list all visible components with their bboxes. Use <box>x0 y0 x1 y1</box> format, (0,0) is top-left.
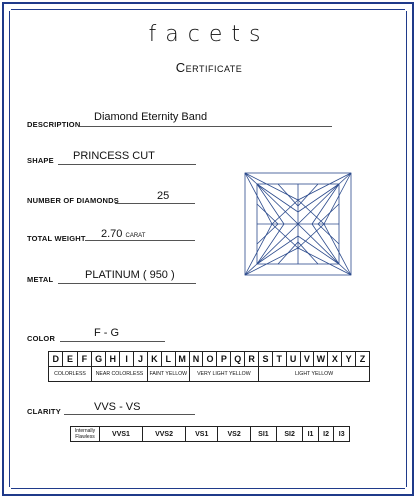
color-grade: K <box>147 352 161 367</box>
color-grade: R <box>245 352 259 367</box>
metal-underline <box>58 283 196 284</box>
color-grade: M <box>175 352 189 367</box>
number-label: NUMBER OF DIAMONDS <box>27 196 119 205</box>
clarity-grade: I3 <box>334 427 350 442</box>
color-grade: T <box>272 352 286 367</box>
clarity-grade-scale <box>70 426 350 442</box>
color-value: F - G <box>94 327 120 339</box>
description-label: DESCRIPTION <box>27 120 81 129</box>
corner-ornament <box>2 2 11 11</box>
color-group-row <box>49 367 370 382</box>
weight-unit: CARAT <box>125 233 146 239</box>
description-underline <box>80 126 332 127</box>
weight-underline <box>85 240 195 241</box>
color-grade: U <box>286 352 300 367</box>
number-underline <box>115 203 195 204</box>
color-group: VERY LIGHT YELLOW <box>189 367 258 382</box>
color-grade: X <box>328 352 342 367</box>
color-group: FAINT YELLOW <box>147 367 189 382</box>
color-grade: Y <box>342 352 356 367</box>
color-grade: V <box>300 352 314 367</box>
color-grade: W <box>314 352 328 367</box>
number-value: 25 <box>157 190 170 202</box>
color-group: COLORLESS <box>49 367 92 382</box>
clarity-grade-row <box>71 427 350 442</box>
color-group: NEAR COLORLESS <box>92 367 148 382</box>
color-group: LIGHT YELLOW <box>259 367 370 382</box>
color-grade-row <box>49 352 370 367</box>
clarity-grade: SI1 <box>250 427 276 442</box>
color-grade: H <box>106 352 120 367</box>
color-grade: G <box>92 352 106 367</box>
clarity-label: CLARITY <box>27 407 61 416</box>
weight-label: TOTAL WEIGHT <box>27 234 86 243</box>
color-grade: L <box>161 352 175 367</box>
clarity-grade: VVS1 <box>100 427 143 442</box>
color-grade: P <box>217 352 231 367</box>
description-value: Diamond Eternity Band <box>94 111 208 123</box>
metal-value: PLATINUM ( 950 ) <box>85 269 175 281</box>
corner-ornament <box>2 487 11 496</box>
clarity-grade: I1 <box>303 427 319 442</box>
color-grade: N <box>189 352 203 367</box>
clarity-grade: SI2 <box>277 427 303 442</box>
clarity-grade: VS2 <box>218 427 250 442</box>
corner-ornament <box>405 487 414 496</box>
weight-value-row <box>101 228 145 240</box>
clarity-grade: I2 <box>318 427 334 442</box>
color-grade: F <box>77 352 91 367</box>
color-grade: I <box>120 352 134 367</box>
shape-underline <box>58 164 196 165</box>
color-grade: S <box>259 352 273 367</box>
color-grade: Z <box>356 352 370 367</box>
clarity-grade: VVS2 <box>143 427 186 442</box>
color-grade: E <box>63 352 77 367</box>
weight-value: 2.70 <box>101 228 123 240</box>
clarity-grade: Internally Flawless <box>71 427 100 442</box>
color-label: COLOR <box>27 334 56 343</box>
color-underline <box>60 341 165 342</box>
brand-logo: facets <box>148 22 270 47</box>
princess-cut-diamond-icon <box>244 172 352 276</box>
color-grade: J <box>133 352 147 367</box>
clarity-underline <box>64 414 195 415</box>
shape-value: PRINCESS CUT <box>73 150 155 162</box>
shape-label: SHAPE <box>27 156 54 165</box>
corner-ornament <box>405 2 414 11</box>
clarity-value: VVS - VS <box>94 401 141 413</box>
color-grade: O <box>203 352 217 367</box>
certificate-title: Certificate <box>175 60 243 75</box>
color-grade: D <box>49 352 63 367</box>
color-grade: Q <box>231 352 245 367</box>
color-grade-scale <box>48 351 370 382</box>
clarity-grade: VS1 <box>186 427 218 442</box>
metal-label: METAL <box>27 275 54 284</box>
